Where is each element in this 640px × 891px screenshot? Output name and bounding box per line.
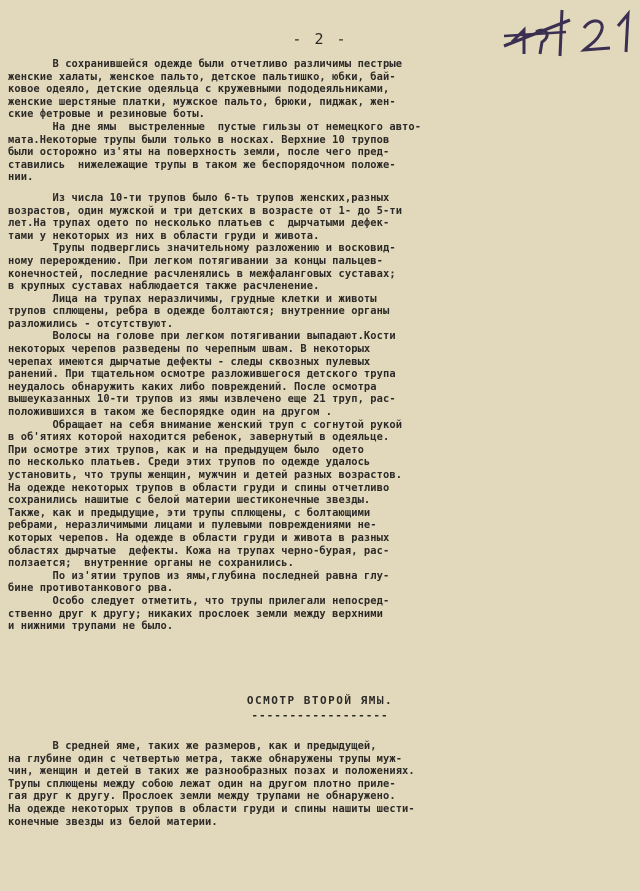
text-line: На дне ямы выстреленные пустые гильзы от немецкого авто- (8, 120, 422, 133)
text-line: В средней яме, таких же размеров, как и предыдущей, (8, 740, 377, 752)
section-title-underline: ------------------ (251, 709, 389, 722)
document-body-second-pit (8, 740, 608, 828)
page-number: - 2 - (292, 30, 348, 48)
paragraph-woman-child (8, 419, 598, 570)
text-line: Также, как и предыдущие, эти трупы сплющены, с болтающими (8, 506, 371, 519)
paragraph-second-pit (8, 740, 608, 828)
text-line: гая друг к другу. Прослоек земли между трупами не обнаружено. (8, 790, 396, 803)
paragraph-pit-bottom (8, 121, 598, 184)
text-line: На одежде некоторых трупов в области груди и спины отчетливо (8, 481, 390, 494)
text-line: были осторожно из'яты на поверхность земли, после чего пред- (8, 146, 390, 159)
text-line: ковое одеяло, детские одеяльца с кружевными пододеяльниками, (8, 83, 390, 96)
text-line: в крупных суставах наблюдается также расчленение. (8, 280, 320, 293)
paragraph-decomposition (8, 242, 598, 292)
text-line: тами у некоторых из них в области груди и живота. (8, 229, 320, 242)
text-line: На одежде некоторых трупов в области груди и спины нашиты шести- (8, 802, 415, 815)
text-line: лет.На трупах одето по несколько платьев с дырчатыми дефек- (8, 217, 390, 230)
text-line: ному перерождению. При легком потягивании за концы пальцев- (8, 254, 383, 267)
text-line: бине противотанкового рва. (8, 582, 174, 595)
archive-folio-mark (500, 2, 640, 62)
text-line: мата.Некоторые трупы были только в носках. Верхние 10 трупов (8, 133, 390, 146)
text-line: в об'ятиях которой находится ребенок, завернутый в одеяльце. (8, 431, 390, 444)
text-line: Обращает на себя внимание женский труп с согнутой рукой (8, 418, 403, 431)
paragraph-clothing (8, 58, 598, 121)
text-line: конечные звезды из белой материи. (8, 815, 218, 828)
text-line: ползается; внутренние органы не сохранились. (8, 557, 295, 570)
text-line: трупов сплющены, ребра в одежде болтаются; внутренние органы (8, 305, 390, 318)
text-line: конечностей, последние расчленялись в межфаланговых суставах; (8, 267, 396, 280)
text-line: областях дырчатые дефекты. Кожа на трупах черно-бурая, рас- (8, 544, 390, 557)
text-line: ственно друг к другу; никаких прослоек земли между верхними (8, 607, 383, 620)
text-line: Особо следует отметить, что трупы прилегали непосред- (8, 594, 390, 607)
text-line: и нижними трупами не было. (8, 620, 174, 633)
text-line: положившихся в таком же беспорядке один на другом . (8, 406, 333, 419)
text-line: Из числа 10-ти трупов было 6-ть трупов женских,разных (8, 191, 390, 204)
paragraph-ten-bodies (8, 192, 598, 242)
text-line: женские халаты, женское пальто, детское пальтишко, юбки, бай- (8, 70, 396, 83)
spacer (8, 184, 598, 192)
text-line: сохранились нашитые с белой материи шестиконечные звезды. (8, 494, 371, 507)
text-line: ранений. При тщательном осмотре разложившегося детского трупа (8, 368, 396, 381)
text-line: вышеуказанных 10-ти трупов из ямы извлечено еще 21 труп, рас- (8, 393, 396, 406)
section-title: ОСМОТР ВТОРОЙ ЯМЫ. (246, 694, 394, 707)
text-line: чин, женщин и детей в таких же разнообразных позах и положениях. (8, 765, 415, 778)
paragraph-skulls (8, 330, 598, 418)
text-line: некоторых черепов разведены по черепным швам. В некоторых (8, 343, 371, 356)
text-line: по несколько платьев. Среди этих трупов по одежде удалось (8, 456, 371, 469)
text-line: Лица на трупах неразличимы, грудные клетки и животы (8, 292, 377, 305)
text-line: При осмотре этих трупов, как и на предыдущем было одето (8, 443, 364, 456)
document-body (8, 58, 598, 633)
text-line: неудалось обнаружить каких либо повреждений. После осмотра (8, 380, 377, 393)
text-line: черепах имеются дырчатые дефекты - следы сквозных пулевых (8, 355, 371, 368)
text-line: которых черепов. На одежде в области груди и живота в разных (8, 531, 390, 544)
text-line: нии. (8, 171, 34, 184)
text-line: Трупы сплющены между собою лежат один на другом плотно приле- (8, 777, 396, 790)
paragraph-faces (8, 293, 598, 331)
text-line: ребрами, неразличимыми лицами и пулевыми повреждениями не- (8, 519, 377, 532)
text-line: на глубине один с четвертью метра, также обнаружены трупы муж- (8, 752, 403, 765)
text-line: возрастов, один мужской и три детских в возрасте от 1- до 5-ти (8, 204, 403, 217)
text-line: ставились нижележащие трупы в таком же беспорядочном положе- (8, 158, 396, 171)
paragraph-no-layers (8, 595, 598, 633)
text-line: разложились - отсутствуют. (8, 317, 174, 330)
handwritten-folio-number (500, 2, 640, 62)
text-line: женские шерстяные платки, мужское пальто, брюки, пиджак, жен- (8, 95, 396, 108)
text-line: По из'ятии трупов из ямы,глубина последней равна глу- (8, 569, 390, 582)
text-line: ские фетровые и резиновые боты. (8, 108, 206, 121)
text-line: установить, что трупы женщин, мужчин и детей разных возрастов. (8, 469, 403, 481)
text-line: Волосы на голове при легком потягивании выпадают.Кости (8, 330, 396, 343)
text-line: Трупы подверглись значительному разложению и восковид- (8, 242, 396, 255)
section-heading (0, 694, 640, 722)
text-line: В сохранившейся одежде были отчетливо различимы пестрые (8, 58, 403, 70)
paragraph-pit-depth (8, 570, 598, 595)
